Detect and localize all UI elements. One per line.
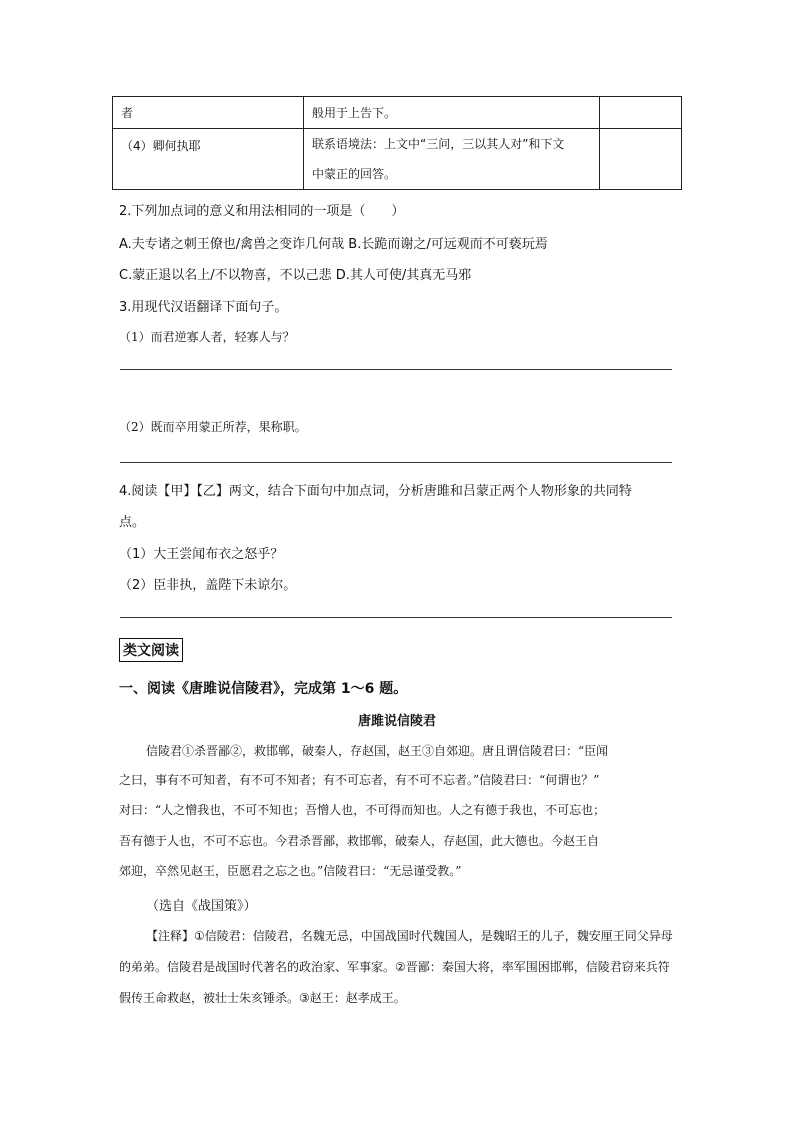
table-cell: （4）卿何执耶 (113, 129, 304, 190)
notes-line: 的弟弟。信陵君是战国时代著名的政治家、军事家。②晋鄙：秦国大将，率军围困邯郸，信陵君窃来兵符 (119, 960, 670, 974)
q2-stem: 2.下列加点词的意义和用法相同的一项是（ ） (119, 204, 405, 219)
notes-line: 【注释】①信陵君：信陵君，名魏无忌，中国战国时代魏国人，是魏昭王的儿子，魏安厘王同父异母 (146, 929, 673, 943)
table-cell (304, 129, 600, 190)
section-heading: 一、阅读《唐雎说信陵君》，完成第 1～6 题。 (119, 681, 408, 697)
passage-line: 郊迎，卒然见赵王，臣愿君之忘之也。”信陵君曰：“无忌谨受教。” (119, 864, 462, 878)
answer-line (120, 462, 672, 463)
q4-sentence-2: （2）臣非执，盖陛下未谅尔。 (119, 578, 297, 593)
q4-stem-line2: 点。 (119, 515, 146, 530)
q3-sentence-2: （2）既而卒用蒙正所荐，果称职。 (119, 420, 307, 434)
answer-line (120, 369, 672, 370)
method-table (112, 96, 682, 190)
table-cell (600, 129, 682, 190)
answer-line (120, 617, 672, 618)
table-cell (600, 97, 682, 129)
q4-stem-line1: 4.阅读【甲】【乙】两文，结合下面句中加点词，分析唐雎和吕蒙正两个人物形象的共同特 (119, 484, 632, 499)
q3-stem: 3.用现代汉语翻译下面句子。 (119, 300, 288, 315)
notes-line: 假传王命救赵，被壮士朱亥锤杀。③赵王：赵孝成王。 (119, 991, 406, 1005)
passage-source: （选自《战国策》） (146, 899, 257, 914)
q3-sentence-1: （1）而君逆寡人者，轻寡人与？ (119, 330, 295, 344)
table-row (113, 129, 682, 190)
q4-sentence-1: （1）大王尝闻布衣之怒乎？ (119, 547, 284, 562)
passage-line: 之曰，事有不可知者，有不可不知者；有不可忘者，有不可不忘者。”信陵君曰：“何谓也？” (119, 773, 600, 787)
table-cell-line: 联系语境法：上文中“三问，三以其人对”和下文 (312, 137, 565, 151)
q2-options-cd: C.蒙正退以名上/不以物喜，不以己悲 D.其人可使/其真无马邪 (119, 268, 472, 283)
q2-options-ab: A.夫专诸之刺王僚也/禽兽之变诈几何哉 B.长跪而谢之/可远观而不可亵玩焉 (119, 237, 548, 252)
table-cell: 般用于上告下。 (304, 97, 600, 129)
passage-line: 对曰：“人之憎我也，不可不知也；吾憎人也，不可得而知也。人之有德于我也，不可忘也； (119, 803, 606, 817)
passage-line: 信陵君①杀晋鄙②，救邯郸，破秦人，存赵国，赵王③自郊迎。唐且谓信陵君曰：“臣闻 (146, 744, 609, 758)
passage-line: 吾有德于人也，不可不忘也。今君杀晋鄙，救邯郸，破秦人，存赵国，此大德也。今赵王自 (119, 834, 600, 848)
table-cell-line: 中蒙正的回答。 (312, 167, 397, 181)
section-label-box: 类文阅读 (119, 638, 183, 662)
passage-title: 唐雎说信陵君 (357, 714, 436, 729)
table-cell: 者 (113, 97, 304, 129)
table-row (113, 97, 682, 129)
